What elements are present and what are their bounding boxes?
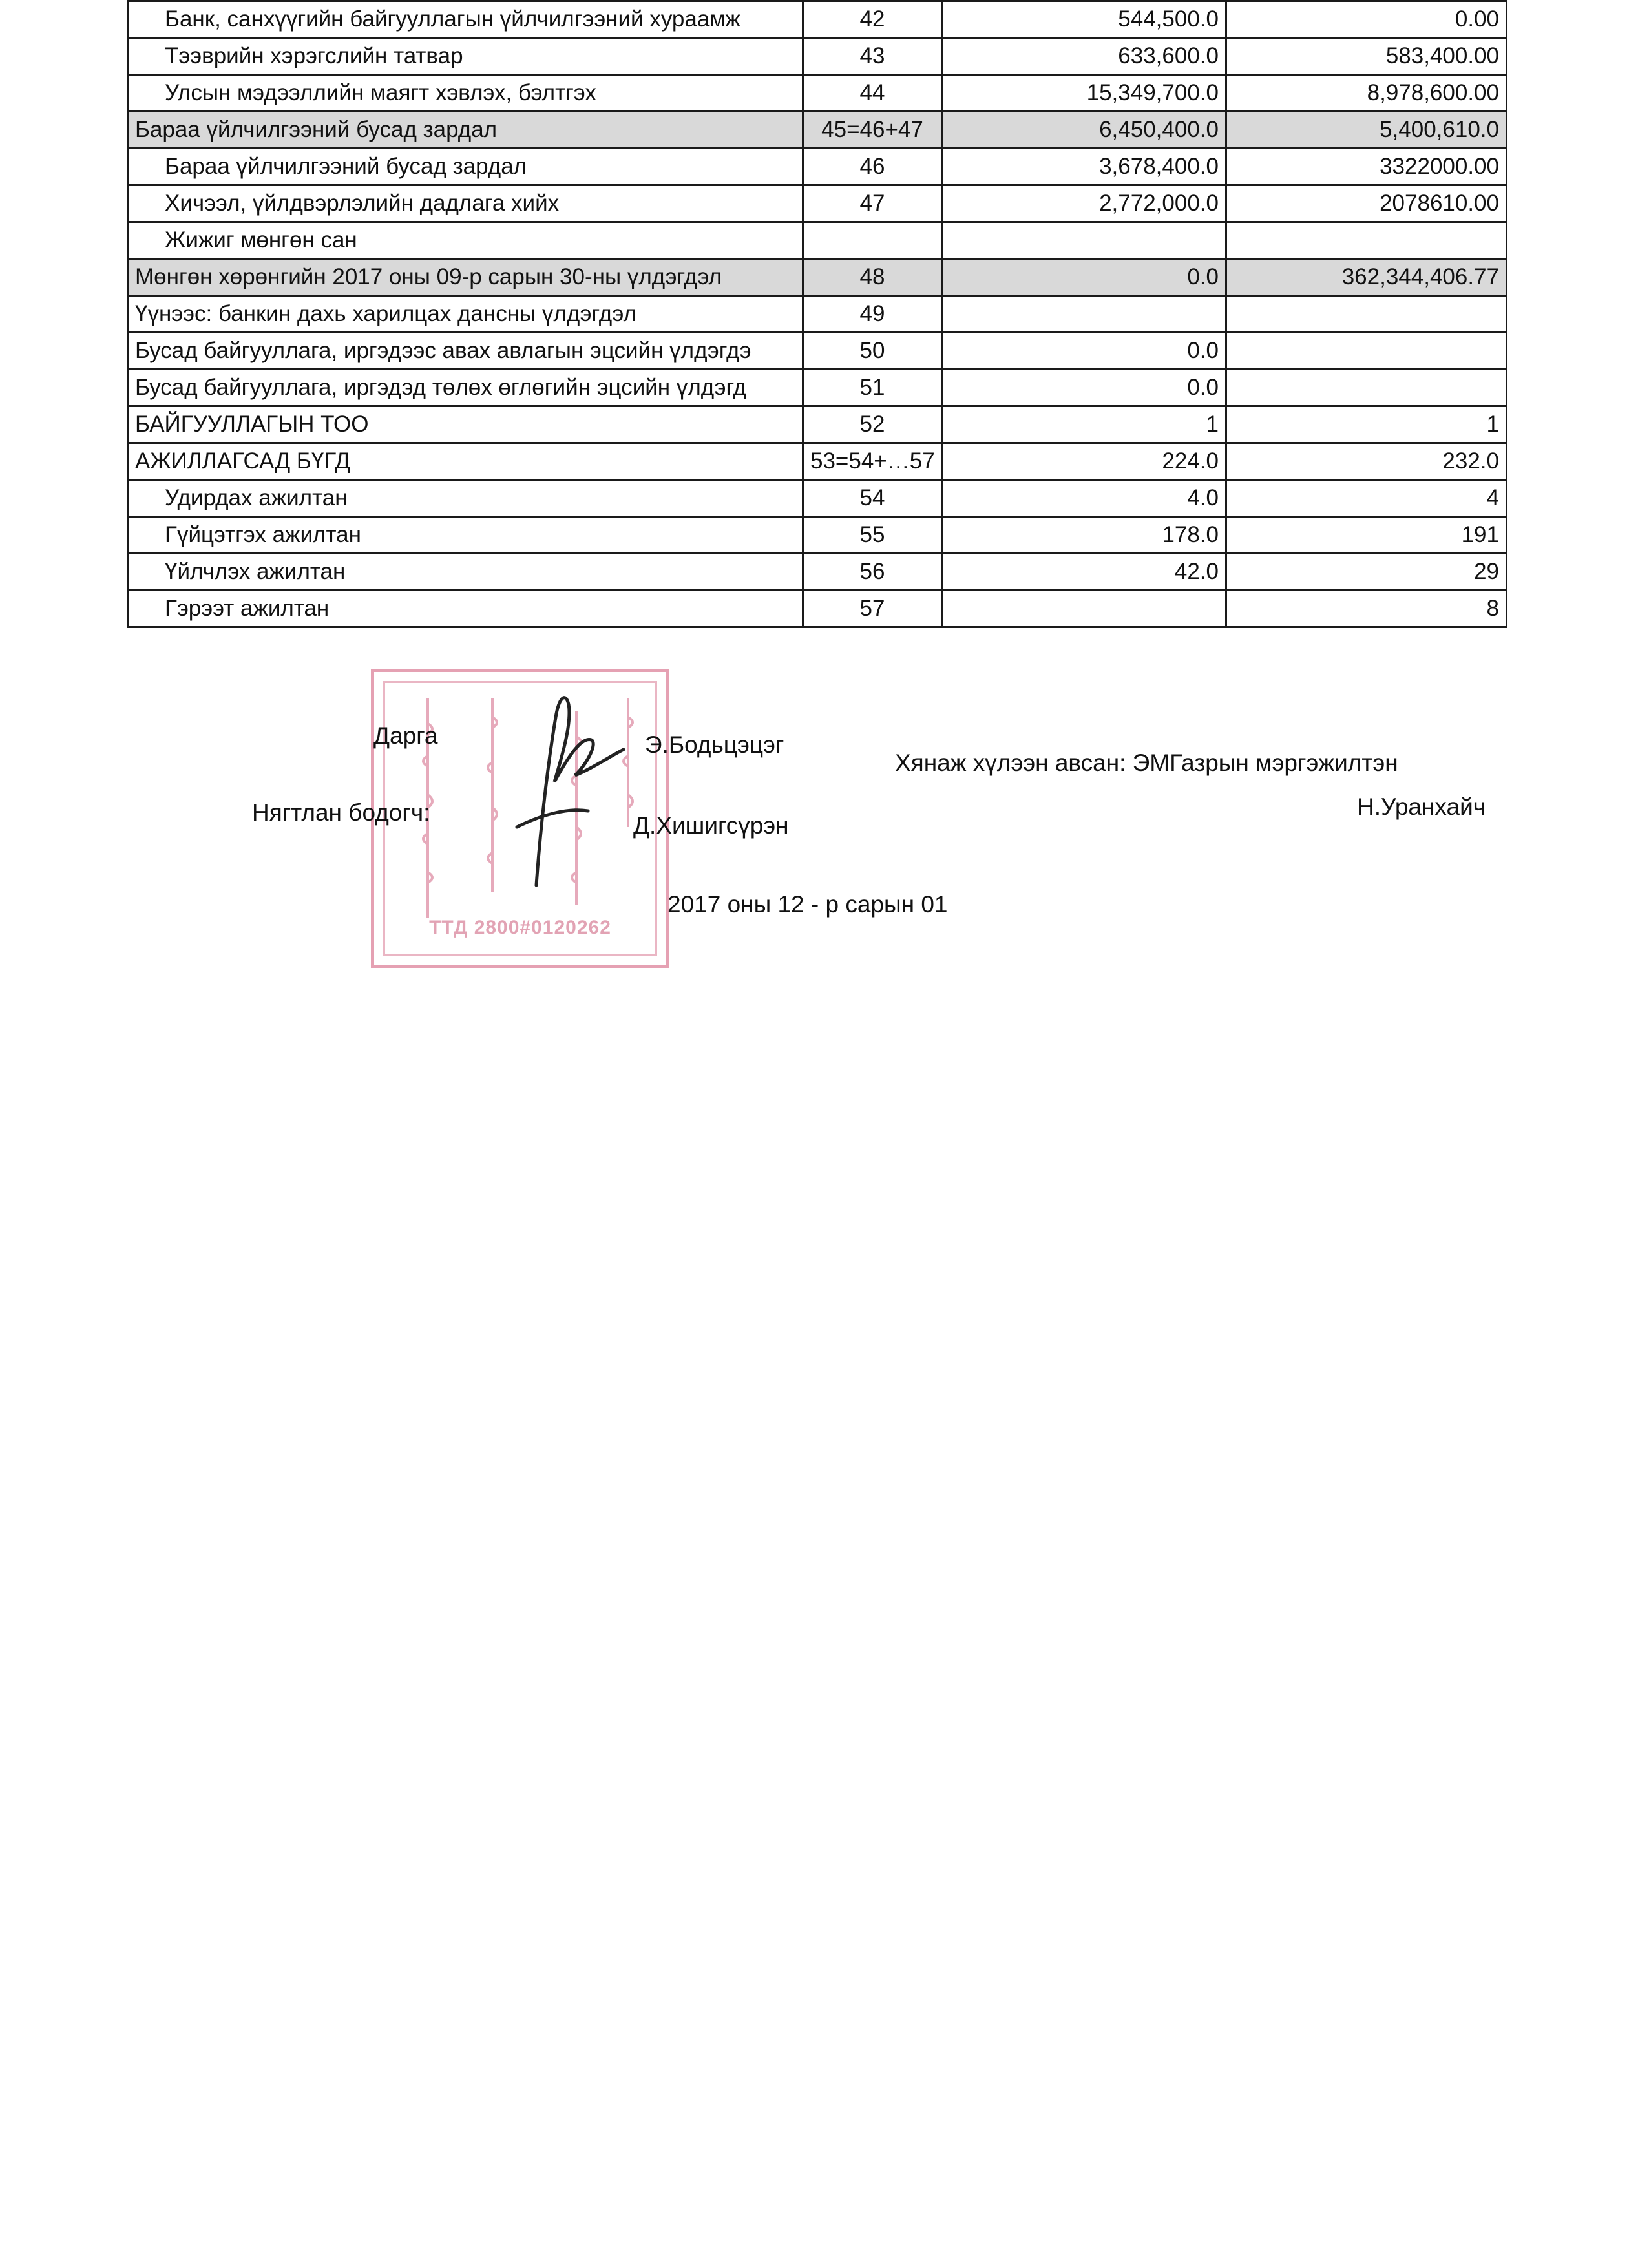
row-code-cell: 53=54+…57 bbox=[803, 443, 942, 480]
row-value-1-cell: 0.0 bbox=[942, 370, 1226, 406]
row-value-1-cell: 2,772,000.0 bbox=[942, 185, 1226, 222]
row-code-cell: 42 bbox=[803, 1, 942, 38]
row-value-1-cell bbox=[942, 296, 1226, 333]
row-code-cell: 50 bbox=[803, 333, 942, 370]
row-value-2-cell: 362,344,406.77 bbox=[1226, 259, 1507, 296]
row-name-cell: Улсын мэдээллийн маягт хэвлэх, бэлтгэх bbox=[128, 75, 803, 112]
director-name: Э.Бодьцэцэг bbox=[645, 731, 784, 758]
table-row bbox=[128, 112, 1507, 149]
row-value-2-cell: 583,400.00 bbox=[1226, 38, 1507, 75]
row-code-cell: 57 bbox=[803, 591, 942, 627]
row-value-1-cell: 224.0 bbox=[942, 443, 1226, 480]
row-code-cell: 43 bbox=[803, 38, 942, 75]
report-table-body bbox=[128, 1, 1507, 627]
row-code-cell: 54 bbox=[803, 480, 942, 517]
row-value-2-cell: 8 bbox=[1226, 591, 1507, 627]
row-name-cell: Жижиг мөнгөн сан bbox=[128, 222, 803, 259]
row-name-cell: Гүйцэтгэх ажилтан bbox=[128, 517, 803, 554]
row-value-1-cell bbox=[942, 591, 1226, 627]
row-value-2-cell: 2078610.00 bbox=[1226, 185, 1507, 222]
row-value-2-cell: 1 bbox=[1226, 406, 1507, 443]
table-row bbox=[128, 443, 1507, 480]
row-value-1-cell: 15,349,700.0 bbox=[942, 75, 1226, 112]
row-code-cell bbox=[803, 222, 942, 259]
row-code-cell: 56 bbox=[803, 554, 942, 591]
row-value-1-cell: 544,500.0 bbox=[942, 1, 1226, 38]
row-value-1-cell: 3,678,400.0 bbox=[942, 149, 1226, 185]
row-name-cell: Тээврийн хэрэгслийн татвар bbox=[128, 38, 803, 75]
row-value-2-cell bbox=[1226, 370, 1507, 406]
row-code-cell: 44 bbox=[803, 75, 942, 112]
row-value-1-cell: 6,450,400.0 bbox=[942, 112, 1226, 149]
table-row bbox=[128, 370, 1507, 406]
stamp-registration-number: ТТД 2800#0120262 bbox=[429, 917, 611, 938]
row-name-cell: АЖИЛЛАГСАД БҮГД bbox=[128, 443, 803, 480]
row-value-1-cell: 1 bbox=[942, 406, 1226, 443]
table-row bbox=[128, 222, 1507, 259]
row-code-cell: 47 bbox=[803, 185, 942, 222]
table-row bbox=[128, 296, 1507, 333]
row-value-2-cell: 5,400,610.0 bbox=[1226, 112, 1507, 149]
table-row bbox=[128, 185, 1507, 222]
row-value-2-cell bbox=[1226, 333, 1507, 370]
accountant-name: Д.Хишигсүрэн bbox=[633, 812, 789, 839]
reviewer-name: Н.Уранхайч bbox=[1357, 793, 1486, 820]
row-name-cell: Бараа үйлчилгээний бусад зардал bbox=[128, 149, 803, 185]
row-code-cell: 49 bbox=[803, 296, 942, 333]
row-value-1-cell: 42.0 bbox=[942, 554, 1226, 591]
accountant-title: Нягтлан бодогч: bbox=[252, 799, 430, 826]
row-value-1-cell: 0.0 bbox=[942, 333, 1226, 370]
table-row bbox=[128, 38, 1507, 75]
row-name-cell: Бараа үйлчилгээний бусад зардал bbox=[128, 112, 803, 149]
row-code-cell: 51 bbox=[803, 370, 942, 406]
table-row bbox=[128, 333, 1507, 370]
table-row bbox=[128, 517, 1507, 554]
row-code-cell: 52 bbox=[803, 406, 942, 443]
table-row bbox=[128, 554, 1507, 591]
director-signature-icon bbox=[478, 678, 646, 892]
row-value-2-cell bbox=[1226, 222, 1507, 259]
row-code-cell: 46 bbox=[803, 149, 942, 185]
reviewer-label: Хянаж хүлээн авсан: ЭМГазрын мэргэжилтэн bbox=[895, 750, 1398, 776]
row-value-2-cell: 3322000.00 bbox=[1226, 149, 1507, 185]
row-value-1-cell: 4.0 bbox=[942, 480, 1226, 517]
row-name-cell: Удирдах ажилтан bbox=[128, 480, 803, 517]
row-name-cell: Мөнгөн хөрөнгийн 2017 оны 09-р сарын 30-ны үлдэгдэл bbox=[128, 259, 803, 296]
row-name-cell: Гэрээт ажилтан bbox=[128, 591, 803, 627]
row-name-cell: Бусад байгууллага, иргэдэд төлөх өглөгийн эцсийн үлдэгд bbox=[128, 370, 803, 406]
table-row bbox=[128, 149, 1507, 185]
row-value-2-cell: 191 bbox=[1226, 517, 1507, 554]
row-code-cell: 45=46+47 bbox=[803, 112, 942, 149]
row-value-2-cell: 232.0 bbox=[1226, 443, 1507, 480]
row-name-cell: БАЙГУУЛЛАГЫН ТОО bbox=[128, 406, 803, 443]
table-row bbox=[128, 406, 1507, 443]
row-value-1-cell: 633,600.0 bbox=[942, 38, 1226, 75]
row-value-1-cell bbox=[942, 222, 1226, 259]
row-code-cell: 55 bbox=[803, 517, 942, 554]
report-date: 2017 оны 12 - р сарын 01 bbox=[667, 891, 948, 918]
row-value-1-cell: 0.0 bbox=[942, 259, 1226, 296]
row-name-cell: Үүнээс: банкин дахь харилцах дансны үлдэгдэл bbox=[128, 296, 803, 333]
row-value-2-cell: 29 bbox=[1226, 554, 1507, 591]
row-name-cell: Хичээл, үйлдвэрлэлийн дадлага хийх bbox=[128, 185, 803, 222]
row-value-2-cell: 8,978,600.00 bbox=[1226, 75, 1507, 112]
report-table bbox=[127, 0, 1507, 628]
row-value-2-cell: 4 bbox=[1226, 480, 1507, 517]
table-row bbox=[128, 259, 1507, 296]
director-title: Дарга bbox=[373, 722, 438, 749]
row-name-cell: Бусад байгууллага, иргэдээс авах авлагын эцсийн үлдэгдэ bbox=[128, 333, 803, 370]
table-row bbox=[128, 75, 1507, 112]
row-value-2-cell bbox=[1226, 296, 1507, 333]
row-value-2-cell: 0.00 bbox=[1226, 1, 1507, 38]
table-row bbox=[128, 480, 1507, 517]
row-name-cell: Банк, санхүүгийн байгууллагын үйлчилгээний хураамж bbox=[128, 1, 803, 38]
row-value-1-cell: 178.0 bbox=[942, 517, 1226, 554]
row-name-cell: Үйлчлэх ажилтан bbox=[128, 554, 803, 591]
table-row bbox=[128, 591, 1507, 627]
table-row bbox=[128, 1, 1507, 38]
row-code-cell: 48 bbox=[803, 259, 942, 296]
